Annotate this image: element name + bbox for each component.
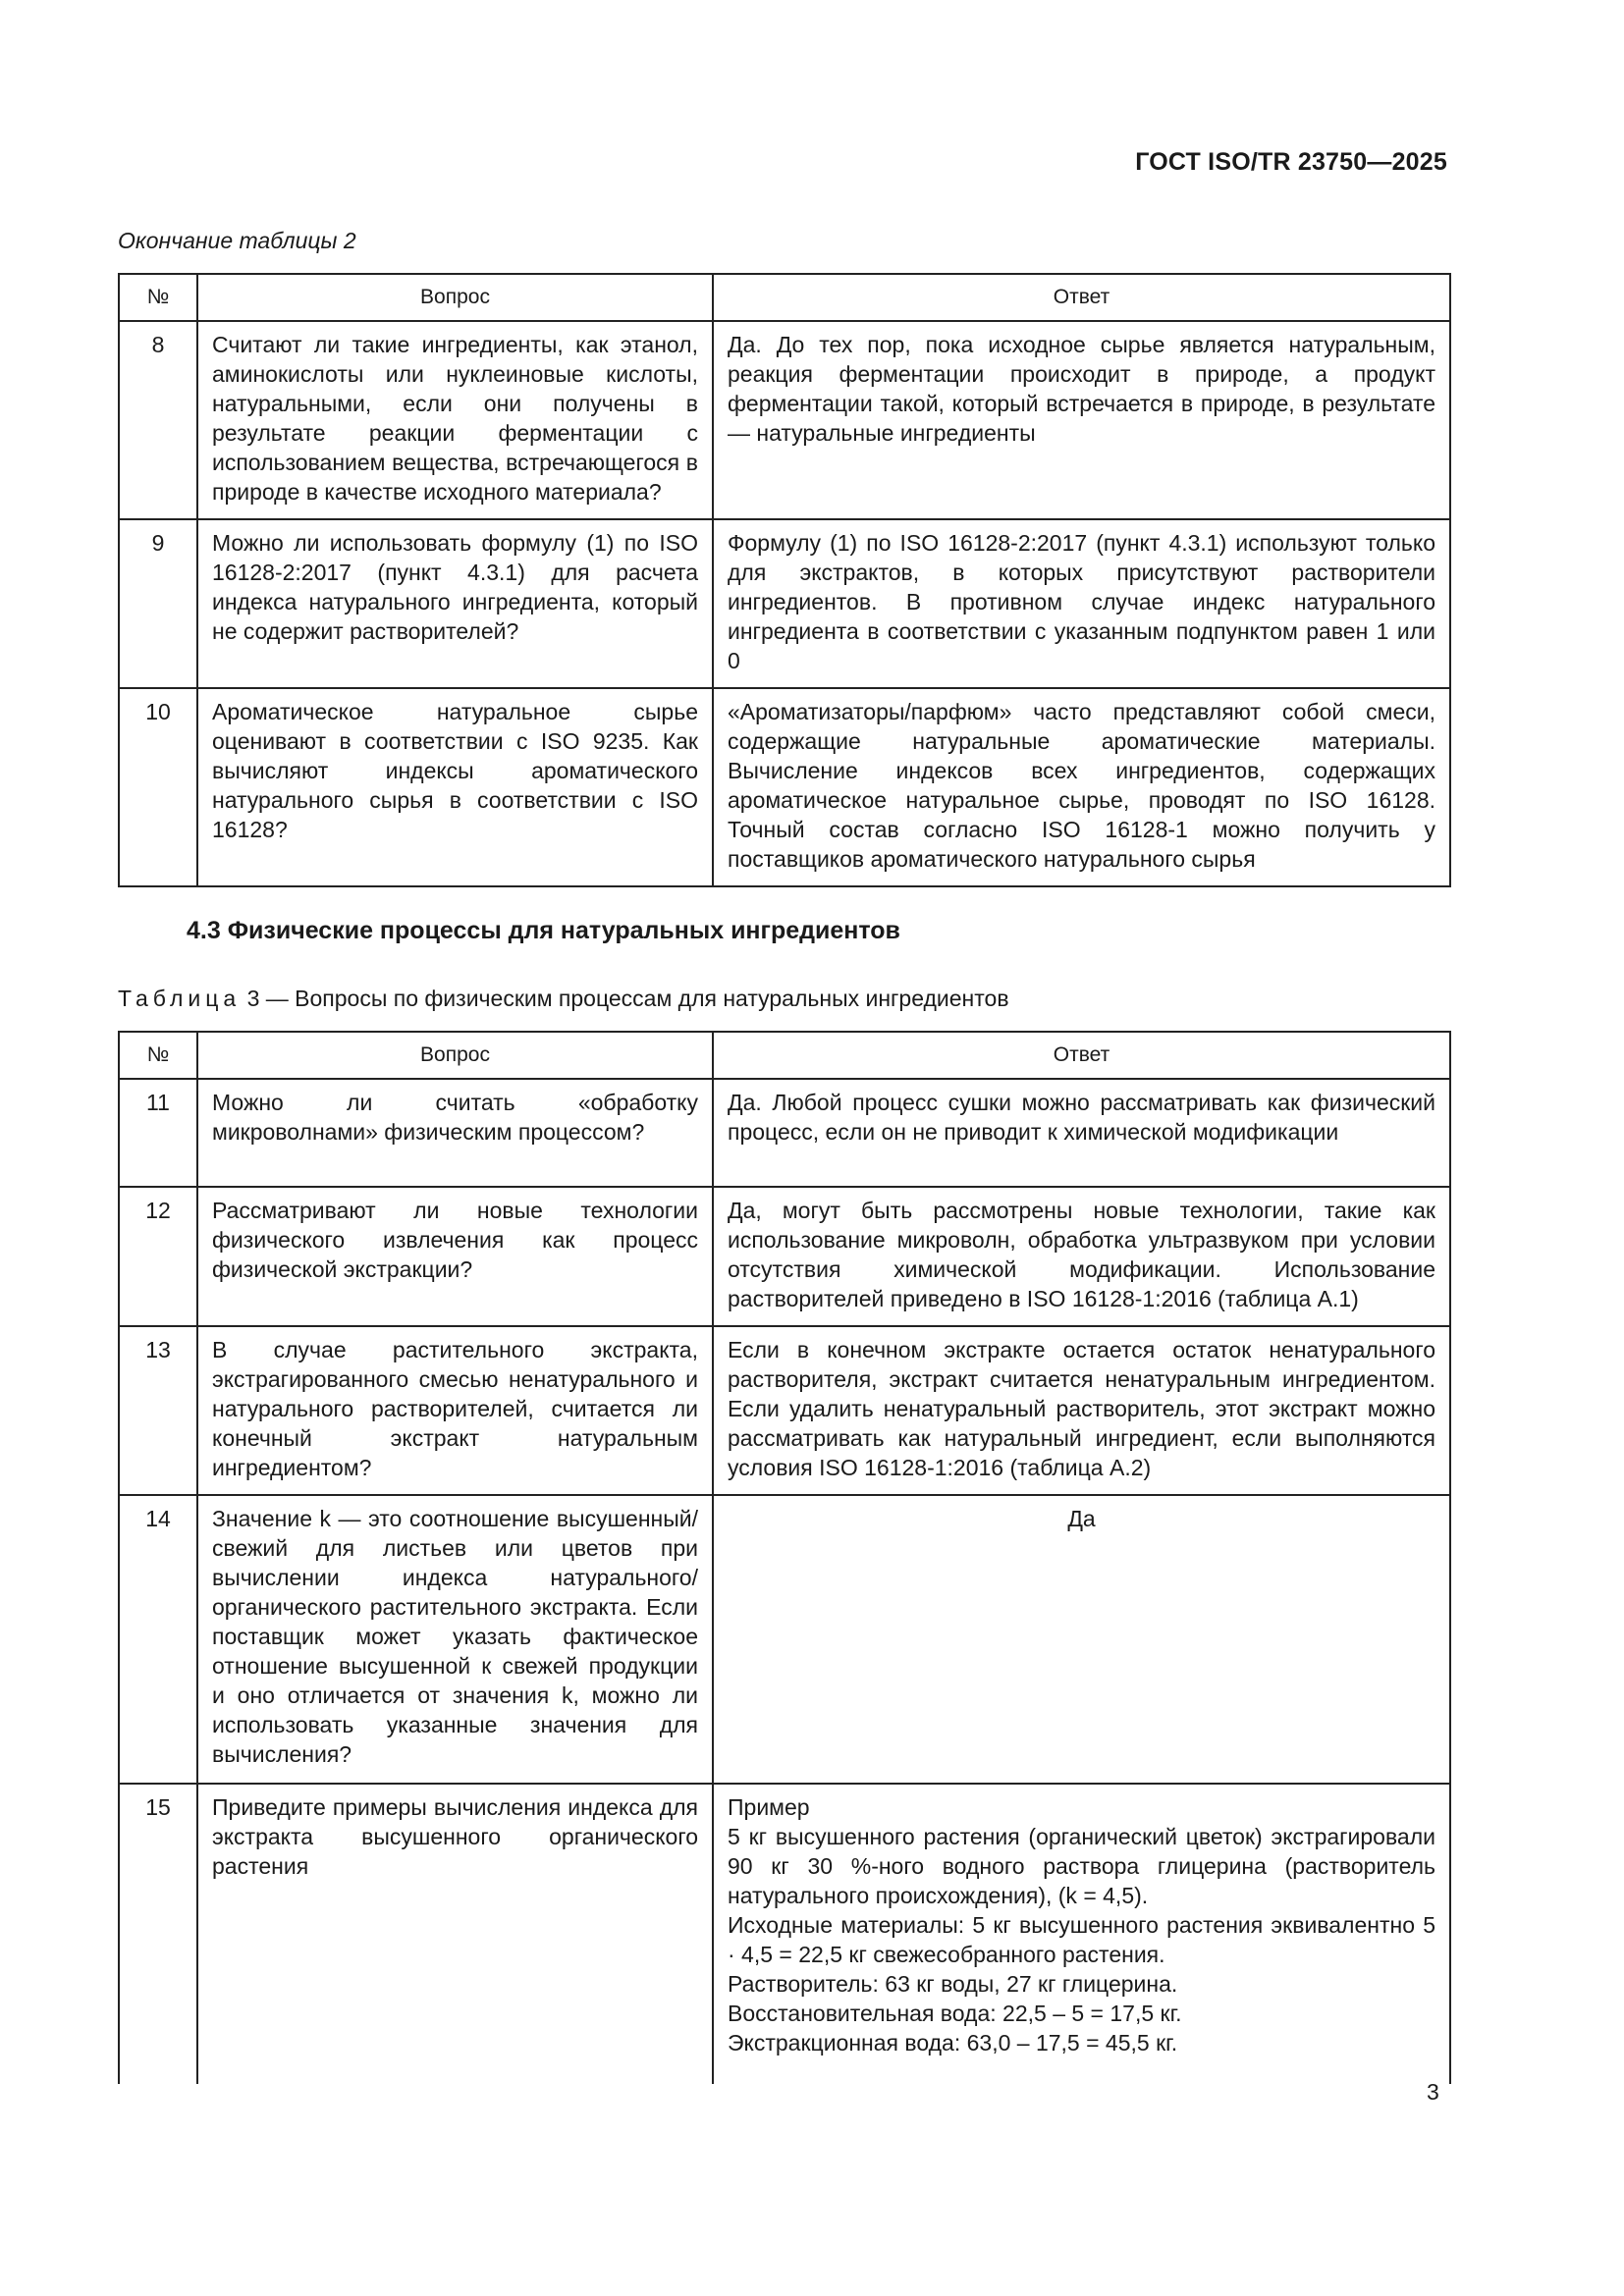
table-3: [118, 1031, 1451, 2084]
answer-cell: Если в конечном экстракте остается остаток ненатурального растворителя, экстракт считается ненатуральным ингредиентом. Если удалить ненатуральный растворитель, этот экстракт можно рассматривать как натуральный ингредиент, если выполняются условия ISO 16128-1:2016 (таблица А.2): [713, 1326, 1450, 1495]
row-number: 12: [119, 1187, 197, 1326]
table-row: [119, 1187, 1450, 1326]
table-2: [118, 273, 1451, 887]
table-row: [119, 321, 1450, 519]
row-number: 11: [119, 1079, 197, 1187]
example-line: Экстракционная вода: 63,0 – 17,5 = 45,5 кг.: [728, 2030, 1178, 2056]
column-header-answer: Ответ: [713, 1032, 1450, 1079]
column-header-question: Вопрос: [197, 1032, 713, 1079]
document-code-header: ГОСТ ISO/TR 23750—2025: [1135, 148, 1447, 176]
table-row: [119, 1784, 1450, 2084]
answer-cell: Да. До тех пор, пока исходное сырье является натуральным, реакция ферментации происходит в природе, а продукт ферментации такой, который встречается в природе, в результате — натуральные ингредиенты: [713, 321, 1450, 519]
table2-continuation-caption: Окончание таблицы 2: [118, 228, 356, 253]
question-cell: Считают ли такие ингредиенты, как этанол, аминокислоты или нуклеиновые кислоты, натуральными, если они получены в результате реакции ферментации с использованием вещества, встречающегося в природе в качестве исходного материала?: [197, 321, 713, 519]
table-row: [119, 1495, 1450, 1784]
question-cell: Ароматическое натуральное сырье оценивают в соответствии с ISO 9235. Как вычисляют индексы ароматического натурального сырья в соответствии с ISO 16128?: [197, 688, 713, 886]
question-cell: Рассматривают ли новые технологии физического извлечения как процесс физической экстракции?: [197, 1187, 713, 1326]
column-header-number: №: [119, 1032, 197, 1079]
table-row: [119, 1079, 1450, 1187]
section-heading: 4.3 Физические процессы для натуральных ингредиентов: [187, 917, 900, 944]
answer-cell: Да, могут быть рассмотрены новые технологии, такие как использование микроволн, обработка ультразвуком при условии отсутствия химической модификации. Использование растворителей приведено в ISO 16128-1:2016 (таблица А.1): [713, 1187, 1450, 1326]
table3-caption: [118, 986, 1009, 1012]
column-header-number: №: [119, 274, 197, 321]
question-cell: Можно ли использовать формулу (1) по ISO 16128-2:2017 (пункт 4.3.1) для расчета индекса натурального ингредиента, который не содержит растворителей?: [197, 519, 713, 688]
table3-caption-label: Таблица: [118, 986, 242, 1011]
question-cell: Приведите примеры вычисления индекса для экстракта высушенного органического растения: [197, 1784, 713, 2084]
example-line: Растворитель: 63 кг воды, 27 кг глицерина.: [728, 1971, 1178, 1997]
table-header-row: [119, 1032, 1450, 1079]
question-cell: В случае растительного экстракта, экстрагированного смесью ненатурального и натурального растворителей, считается ли конечный экстракт натуральным ингредиентом?: [197, 1326, 713, 1495]
question-cell: Можно ли считать «обработку микроволнами» физическим процессом?: [197, 1079, 713, 1187]
row-number: 15: [119, 1784, 197, 2084]
table-row: [119, 519, 1450, 688]
row-number: 10: [119, 688, 197, 886]
row-number: 8: [119, 321, 197, 519]
row-number: 13: [119, 1326, 197, 1495]
answer-cell: Формулу (1) по ISO 16128-2:2017 (пункт 4.3.1) используют только для экстрактов, в которых присутствуют растворители ингредиентов. В противном случае индекс натурального ингредиента в соответствии с указанным подпунктом равен 1 или 0: [713, 519, 1450, 688]
example-line: Исходные материалы: 5 кг высушенного растения эквивалентно 5 · 4,5 = 22,5 кг свежесобранного растения.: [728, 1912, 1435, 1967]
answer-cell: Да. Любой процесс сушки можно рассматривать как физический процесс, если он не приводит к химической модификации: [713, 1079, 1450, 1187]
question-cell: Значение k — это соотношение высушенный/свежий для листьев или цветов при вычислении индекса натурального/органического растительного экстракта. Если поставщик может указать фактическое отношение высушенной к свежей продукции и оно отличается от значения k, можно ли использовать указанные значения для вычисления?: [197, 1495, 713, 1784]
table-row: [119, 1326, 1450, 1495]
answer-cell: «Ароматизаторы/парфюм» часто представляют собой смеси, содержащие натуральные ароматические материалы. Вычисление индексов всех ингредиентов, содержащих ароматическое натуральное сырье, проводят по ISO 16128. Точный состав согласно ISO 16128-1 можно получить у поставщиков ароматического натурального сырья: [713, 688, 1450, 886]
column-header-answer: Ответ: [713, 274, 1450, 321]
table-header-row: [119, 274, 1450, 321]
row-number: 9: [119, 519, 197, 688]
example-line: Восстановительная вода: 22,5 – 5 = 17,5 кг.: [728, 2001, 1182, 2026]
column-header-question: Вопрос: [197, 274, 713, 321]
table-row: [119, 688, 1450, 886]
example-label: Пример: [728, 1794, 810, 1820]
answer-cell: [713, 1784, 1450, 2084]
answer-cell: Да: [713, 1495, 1450, 1784]
table3-caption-text: 3 — Вопросы по физическим процессам для натуральных ингредиентов: [246, 986, 1009, 1011]
page-number: 3: [1427, 2079, 1439, 2105]
example-line: 5 кг высушенного растения (органический цветок) экстрагировали 90 кг 30 %-ного водного раствора глицерина (растворитель натурального происхождения), (k = 4,5).: [728, 1824, 1435, 1908]
row-number: 14: [119, 1495, 197, 1784]
